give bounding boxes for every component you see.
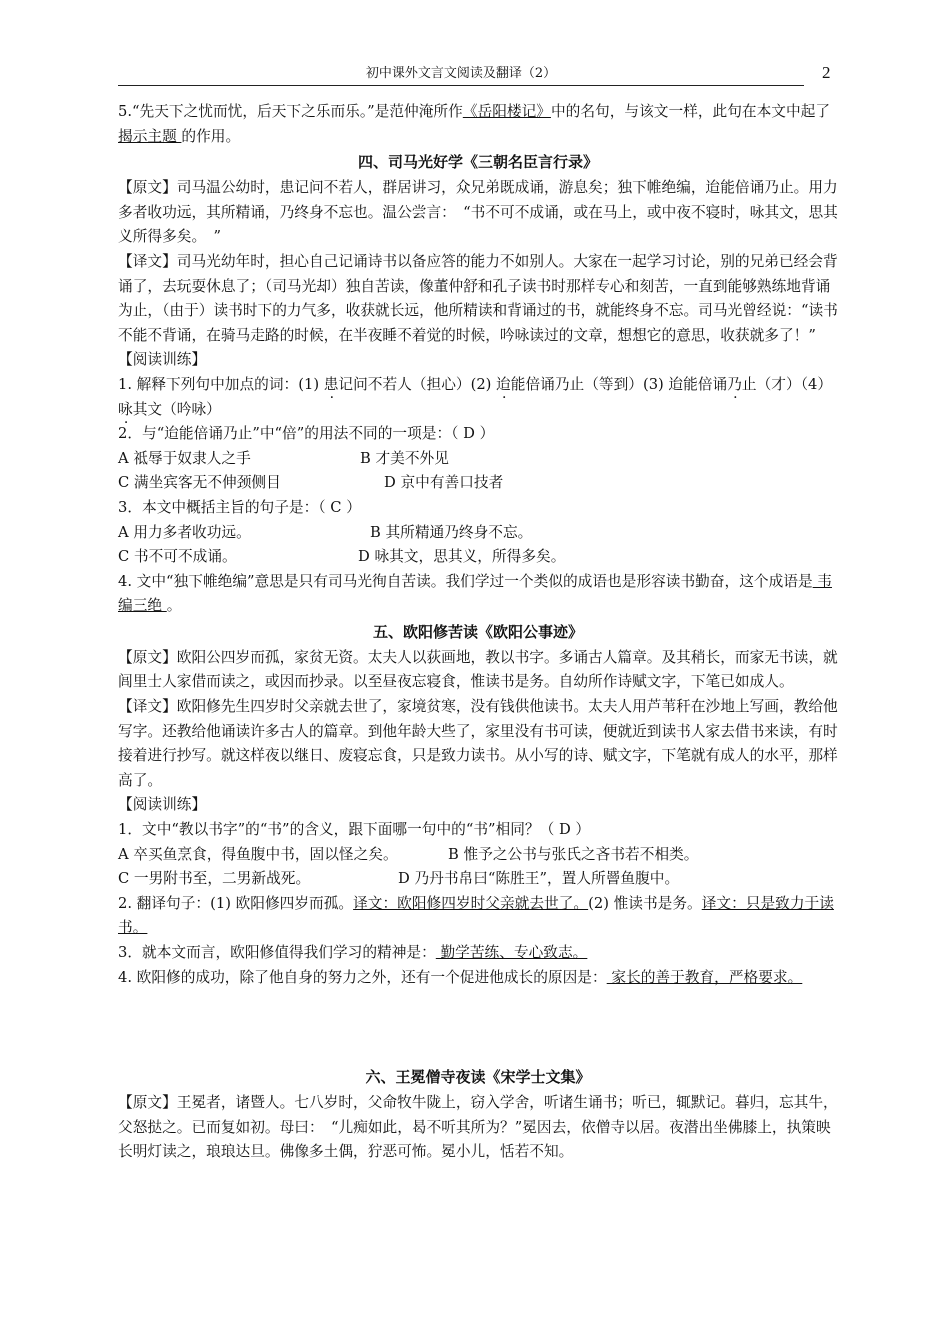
section-5-q1: 1．文中“教以书字”的“书”的含义，跟下面哪一句中的“书”相同？（ D ） <box>118 821 591 839</box>
section-6-title: 六、王冕僧寺夜读《宋学士文集》 <box>365 1068 591 1087</box>
section-5-q1-options-ab: A 卒买鱼烹食，得鱼腹中书，固以怪之矣。 B 惟予之公书与张氏之吝书若不相类。 <box>118 845 699 863</box>
section-5-original: 【原文】欧阳公四岁而孤，家贫无资。太夫人以荻画地，教以书字。多诵古人篇章。及其稍长，而家无书读，就闾里士人家借而读之，或因而抄录。以至昼夜忘寝食，惟读书是务。自幼所作诗赋文字，下笔已如成人。 <box>118 648 838 691</box>
section-4-q4: 4. 文中“独下帷绝编”意思是只有司马光徇自苦读。我们学过一个类似的成语也是形容读书勤奋，这个成语是 韦编三绝 。 <box>118 572 832 615</box>
section-4-title: 四、司马光好学《三朝名臣言行录》 <box>357 153 598 172</box>
section-5-q3: 3．就本文而言，欧阳修值得我们学习的精神是： 勤学苦练、专心致志。 <box>118 944 588 961</box>
section-5-q1-options-cd: C 一男附书至，二男新战死。 D 乃丹书帛曰“陈胜王”，置人所罾鱼腹中。 <box>118 870 680 888</box>
section-5-title: 五、欧阳修苦读《欧阳公事迹》 <box>372 622 583 641</box>
section-4-q3-options-cd: C 书不可不成诵。 D 咏其文，思其义，所得多矣。 <box>118 548 566 566</box>
page-number: 2 <box>822 63 831 82</box>
section-6-original: 【原文】王冕者，诸暨人。七八岁时，父命牧牛陇上，窃入学舍，听诸生诵书；听已，辄默记。暮归，忘其牛，父怒挞之。已而复如初。母曰： “儿痴如此，曷不听其所为？”冕因去，依僧寺以居。夜潜出坐佛膝上，执策映长明灯读之，琅琅达旦。佛像多土偶，狞恶可怖。冕小儿，恬若不知。 <box>118 1094 838 1161</box>
section-4-translation: 【译文】司马光幼年时，担心自己记诵诗书以备应答的能力不如别人。大家在一起学习讨论，别的兄弟已经会背诵了，去玩耍休息了；（司马光却）独自苦读，像董仲舒和孔子读书时那样专心和刻苦，一直到能够熟练地背诵为止，（由于）读书时下的力气多，收获就长远，他所精读和背诵过的书，就能终身不忘。司马光曾经说：“读书不能不背诵，在骑马走路的时候，在半夜睡不着觉的时候，吟咏读过的文章，想想它的意思，收获就多了！” <box>118 252 838 344</box>
section-4-original: 【原文】司马温公幼时，患记问不若人，群居讲习，众兄弟既成诵，游息矣；独下帷绝编，迨能倍诵乃止。用力多者收功远，其所精诵，乃终身不忘也。温公尝言： “书不可不成诵，或在马上，或中夜不寝时，咏其文，思其义所得多矣。 ” <box>118 179 838 246</box>
section-5-q2: 2. 翻译句子：(1) 欧阳修四岁而孤。译文：欧阳修四岁时父亲就去世了。(2) 惟读书是务。译文：只是致力于读书。 <box>118 894 834 937</box>
section-4-q3-options-ab: A 用力多者收功远。 B 其所精通乃终身不忘。 <box>118 523 533 541</box>
prev-question-5: 5.“先天下之忧而忧，后天下之乐而乐。”是范仲淹所作《岳阳楼记》中的名句，与该文一样，此句在本文中起了 揭示主题 的作用。 <box>118 103 831 145</box>
section-4-q2-options-cd: C 满坐宾客无不伸颈侧目 D 京中有善口技者 <box>118 474 504 492</box>
section-5-training-label: 【阅读训练】 <box>118 796 207 814</box>
page-header-title: 初中课外文言文阅读及翻译（2） <box>365 66 557 81</box>
section-4-q2: 2．与“迨能倍诵乃止”中“倍”的用法不同的一项是：（ D ） <box>118 425 495 443</box>
section-4-q3: 3．本文中概括主旨的句子是：（ C ） <box>118 498 361 516</box>
spacer <box>118 990 838 1064</box>
section-5-q4: 4. 欧阳修的成功，除了他自身的努力之外，还有一个促进他成长的原因是： 家长的善于教育，严格要求。 <box>118 968 803 986</box>
header-rule <box>118 85 804 86</box>
document-body <box>118 100 838 1165</box>
section-4-training-label: 【阅读训练】 <box>118 351 207 369</box>
section-4-q2-options-ab: A 祗辱于奴隶人之手 B 才美不外见 <box>118 449 449 467</box>
section-5-translation: 【译文】欧阳修先生四岁时父亲就去世了，家境贫寒，没有钱供他读书。太夫人用芦苇秆在沙地上写画，教给他写字。还教给他诵读许多古人的篇章。到他年龄大些了，家里没有书可读，便就近到读书人家去借书来读，有时接着进行抄写。就这样夜以继日、废寝忘食，只是致力读书。从小写的诗、赋文字，下笔就有成人的水平，那样高了。 <box>118 698 838 789</box>
section-4-q1: 1. 解释下列句中加点的词：(1) 患记问不若人（担心）(2) 迨能倍诵乃止（等到）(3) 迨能倍诵乃止（才）（4）咏其文（吟咏） <box>118 375 833 418</box>
